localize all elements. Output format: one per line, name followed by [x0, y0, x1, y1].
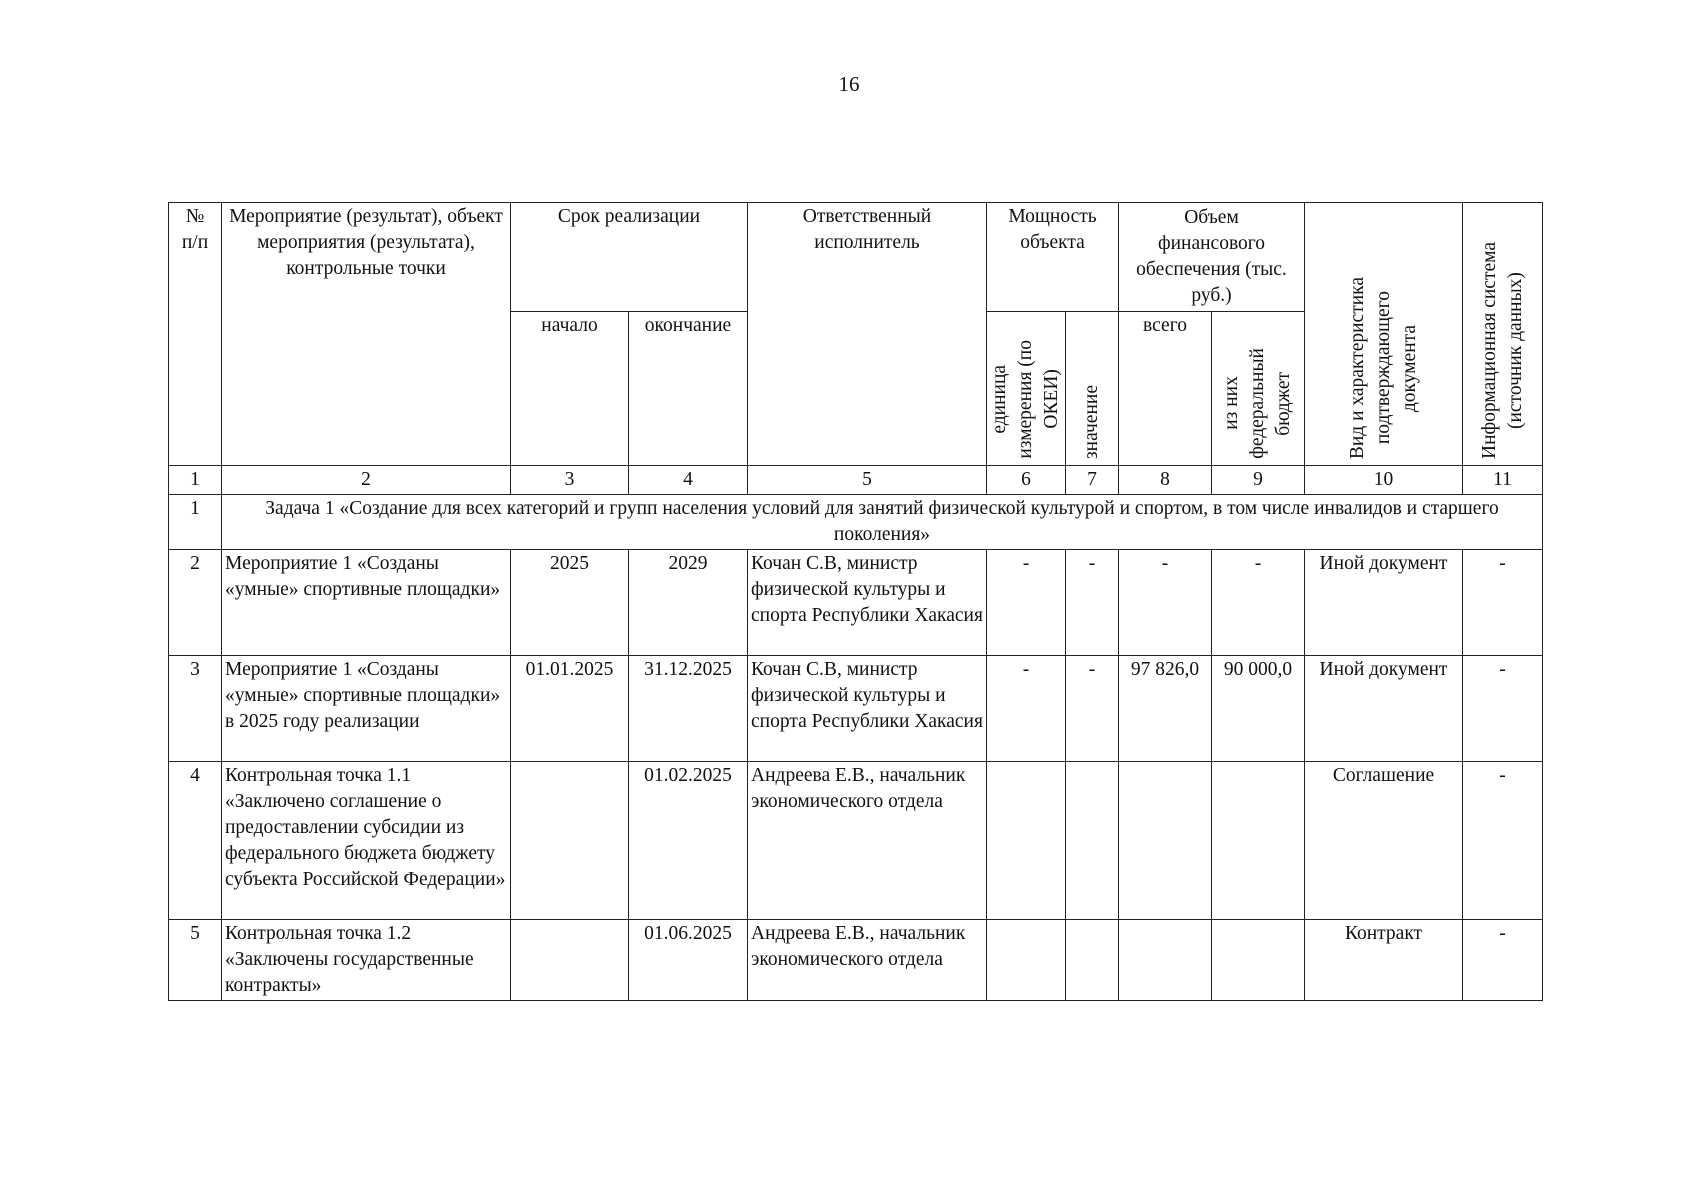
- table-row: [169, 762, 1543, 920]
- row-document: Иной документ: [1305, 550, 1463, 656]
- row-federal: 90 000,0: [1212, 656, 1305, 762]
- header-capacity-unit-line1: единица: [989, 365, 1010, 435]
- header-finance-federal-line2: федеральный: [1247, 348, 1268, 459]
- row-info-system: -: [1463, 920, 1543, 1001]
- header-responsible: Ответственный исполнитель: [748, 203, 987, 466]
- row-event: Контрольная точка 1.2 «Заключены государственные контракты»: [222, 920, 511, 1001]
- row-document: Контракт: [1305, 920, 1463, 1001]
- row-federal: [1212, 762, 1305, 920]
- row-total: [1119, 920, 1212, 1001]
- row-event: Мероприятие 1 «Созданы «умные» спортивные площадки» в 2025 году реализации: [222, 656, 511, 762]
- header-num-line1: №: [185, 206, 205, 227]
- task-row-num: 1: [169, 495, 222, 550]
- row-responsible: Кочан С.В, министр физической культуры и спорта Республики Хакасия: [748, 550, 987, 656]
- column-number: 1: [169, 466, 222, 495]
- row-responsible: Кочан С.В, министр физической культуры и спорта Республики Хакасия: [748, 656, 987, 762]
- column-number: 10: [1305, 466, 1463, 495]
- row-unit: -: [987, 656, 1066, 762]
- row-event: Мероприятие 1 «Созданы «умные» спортивные площадки»: [222, 550, 511, 656]
- header-info-system-line1: Информационная система: [1478, 242, 1500, 459]
- row-federal: -: [1212, 550, 1305, 656]
- table-row: [169, 550, 1543, 656]
- table-row: [169, 656, 1543, 762]
- row-end: 01.06.2025: [629, 920, 748, 1001]
- row-federal: [1212, 920, 1305, 1001]
- row-end: 01.02.2025: [629, 762, 748, 920]
- row-start: [511, 920, 629, 1001]
- header-info-system: [1463, 203, 1543, 466]
- task-row: [169, 495, 1543, 550]
- row-info-system: -: [1463, 656, 1543, 762]
- row-start: [511, 762, 629, 920]
- column-number: 5: [748, 466, 987, 495]
- row-value: [1066, 920, 1119, 1001]
- header-document-line1: Вид и характеристика: [1346, 276, 1368, 459]
- header-capacity-value-text: значение: [1081, 384, 1102, 459]
- row-value: -: [1066, 656, 1119, 762]
- header-term: Срок реализации: [511, 203, 748, 312]
- column-number: 4: [629, 466, 748, 495]
- table-row: [169, 920, 1543, 1001]
- row-total: [1119, 762, 1212, 920]
- row-num: 2: [169, 550, 222, 656]
- row-event: Контрольная точка 1.1 «Заключено соглашение о предоставлении субсидии из федерального бюджета бюджету субъекта Российской Федерации»: [222, 762, 511, 920]
- row-num: 5: [169, 920, 222, 1001]
- header-finance-federal-line3: бюджет: [1273, 371, 1294, 436]
- column-numbers-row: [169, 466, 1543, 495]
- row-unit: [987, 762, 1066, 920]
- header-capacity-unit-line2: измерения (по: [1015, 340, 1036, 459]
- row-total: -: [1119, 550, 1212, 656]
- header-event: Мероприятие (результат), объект мероприятия (результата), контрольные точки: [222, 203, 511, 466]
- row-unit: -: [987, 550, 1066, 656]
- row-end: 31.12.2025: [629, 656, 748, 762]
- column-number: 7: [1066, 466, 1119, 495]
- column-number: 2: [222, 466, 511, 495]
- row-value: -: [1066, 550, 1119, 656]
- header-info-system-line2: (источник данных): [1504, 272, 1526, 429]
- header-finance-federal-line1: из них: [1221, 376, 1242, 431]
- row-start: 2025: [511, 550, 629, 656]
- row-start: 01.01.2025: [511, 656, 629, 762]
- row-responsible: Андреева Е.В., начальник экономического отдела: [748, 920, 987, 1001]
- header-term-start: начало: [511, 312, 629, 466]
- header-num: [169, 203, 222, 466]
- column-number: 3: [511, 466, 629, 495]
- header-finance-total: всего: [1119, 312, 1212, 466]
- header-finance: Объем финансового обеспечения (тыс. руб.): [1119, 203, 1305, 312]
- header-term-end: окончание: [629, 312, 748, 466]
- header-num-line2: п/п: [181, 232, 209, 253]
- header-capacity-unit: [987, 312, 1066, 466]
- header-document-line2: подтверждающего: [1372, 291, 1394, 445]
- column-number: 6: [987, 466, 1066, 495]
- header-capacity-unit-line3: ОКЕИ): [1041, 369, 1062, 430]
- row-value: [1066, 762, 1119, 920]
- column-number: 11: [1463, 466, 1543, 495]
- header-capacity-value: [1066, 312, 1119, 466]
- row-info-system: -: [1463, 762, 1543, 920]
- row-info-system: -: [1463, 550, 1543, 656]
- header-document-line3: документа: [1398, 324, 1420, 412]
- row-num: 4: [169, 762, 222, 920]
- column-number: 8: [1119, 466, 1212, 495]
- row-unit: [987, 920, 1066, 1001]
- page-number: 16: [838, 72, 860, 96]
- task-row-text: Задача 1 «Создание для всех категорий и групп населения условий для занятий физической культурой и спортом, в том числе инвалидов и старшего поколения»: [222, 495, 1543, 550]
- column-number: 9: [1212, 466, 1305, 495]
- row-document: Иной документ: [1305, 656, 1463, 762]
- header-finance-federal: [1212, 312, 1305, 466]
- header-document: [1305, 203, 1463, 466]
- row-responsible: Андреева Е.В., начальник экономического отдела: [748, 762, 987, 920]
- row-num: 3: [169, 656, 222, 762]
- row-total: 97 826,0: [1119, 656, 1212, 762]
- header-capacity: Мощность объекта: [987, 203, 1119, 312]
- header-row-top: [169, 203, 1543, 312]
- row-document: Соглашение: [1305, 762, 1463, 920]
- plan-table: [168, 202, 1543, 1001]
- row-end: 2029: [629, 550, 748, 656]
